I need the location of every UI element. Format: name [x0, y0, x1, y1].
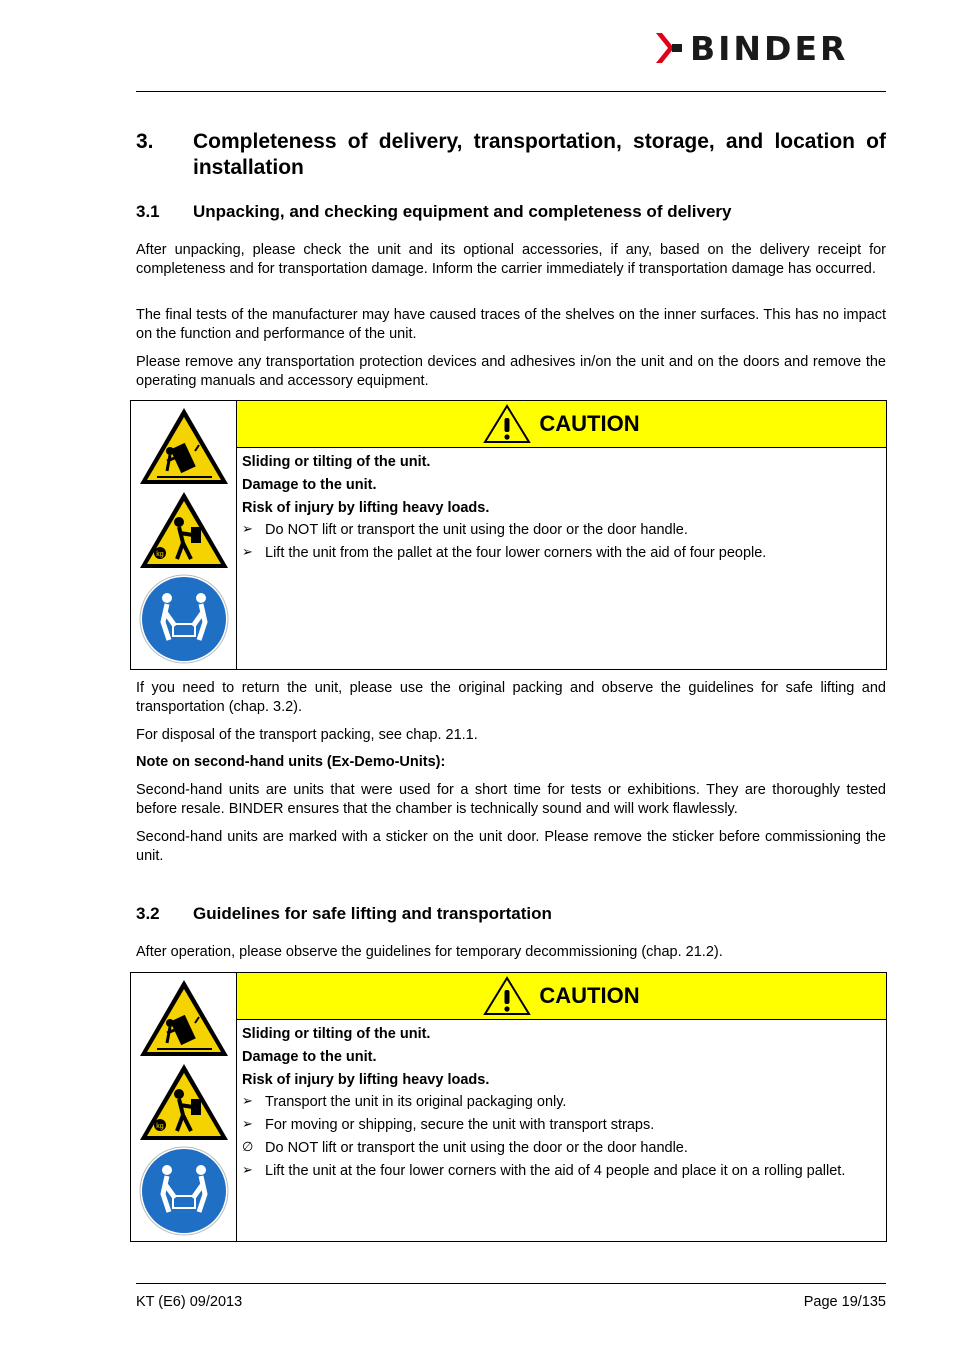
section-number: 3.2	[136, 904, 160, 923]
bullet: ➢	[242, 545, 253, 560]
list-item-text: Lift the unit from the pallet at the four lower corners with the aid of four people.	[265, 545, 767, 561]
heavy-load-icon	[137, 1061, 231, 1143]
caution-line: Sliding or tilting of the unit.	[242, 454, 431, 470]
caution-body	[242, 452, 880, 567]
caution-line: Risk of injury by lifting heavy loads.	[242, 500, 490, 516]
list-item	[242, 1116, 880, 1134]
section-title: Completeness of delivery, transportation, storage, and location of installation	[193, 130, 886, 179]
list-item-text: Transport the unit in its original packaging only.	[265, 1094, 567, 1110]
bullet: ➢	[242, 1163, 253, 1178]
tilting-hazard-icon	[137, 405, 231, 487]
header-rule	[136, 91, 886, 92]
caution-line: Sliding or tilting of the unit.	[242, 1026, 431, 1042]
paragraph: After unpacking, please check the unit and its optional accessories, if any, based on the delivery receipt for completeness and for transportation damage. Inform the carrier immediately if transportation damage has occurred.	[136, 242, 886, 277]
prohibition-bullet: ∅	[242, 1140, 254, 1155]
caution-line: Damage to the unit.	[242, 1049, 377, 1065]
paragraph: For disposal of the transport packing, see chap. 21.1.	[136, 727, 478, 743]
note-heading: Note on second-hand units (Ex-Demo-Units):	[136, 754, 446, 770]
logo-text: BINDER	[690, 28, 849, 68]
caution-header	[237, 401, 886, 448]
caution-body	[242, 1024, 880, 1185]
section-3-1-heading	[136, 202, 731, 222]
list-item-text: For moving or shipping, secure the unit with transport straps.	[265, 1117, 655, 1133]
list-item	[242, 1093, 880, 1111]
safety-icons-column	[131, 973, 237, 1241]
list-item-text: Do NOT lift or transport the unit using the door or the door handle.	[265, 1140, 688, 1156]
bullet: ➢	[242, 522, 253, 537]
warning-triangle-icon	[483, 404, 531, 444]
caution-title: CAUTION	[539, 411, 640, 436]
warning-triangle-icon	[483, 976, 531, 1016]
caution-box	[130, 400, 887, 670]
heavy-load-icon	[137, 489, 231, 571]
list-item	[242, 521, 880, 539]
section-title: Unpacking, and checking equipment and completeness of delivery	[193, 202, 732, 221]
two-person-lift-icon	[139, 574, 229, 664]
paragraph: If you need to return the unit, please use the original packing and observe the guidelines for safe lifting and transportation (chap. 3.2).	[136, 680, 886, 715]
paragraph: The final tests of the manufacturer may have caused traces of the shelves on the inner surfaces. This has no impact on the function and performance of the unit.	[136, 307, 886, 342]
section-number: 3.	[136, 130, 154, 153]
caution-line: Damage to the unit.	[242, 477, 377, 493]
section-3-2-heading	[136, 904, 552, 924]
paragraph: Please remove any transportation protection devices and adhesives in/on the unit and on the doors and remove the operating manuals and accessory equipment.	[136, 354, 886, 389]
list-item	[242, 544, 880, 562]
safety-icons-column	[131, 401, 237, 669]
svg-text:kg: kg	[156, 1123, 164, 1130]
binder-logo	[654, 30, 848, 66]
page-number: Page 19/135	[803, 1294, 886, 1310]
caution-title: CAUTION	[539, 983, 640, 1008]
tilting-hazard-icon	[137, 977, 231, 1059]
binder-logo-mark-icon	[654, 31, 684, 65]
footer-rule	[136, 1283, 886, 1284]
paragraph: Second-hand units are units that were used for a short time for tests or exhibitions. They are thoroughly tested before resale. BINDER ensures that the chamber is technically sound and will work flawlessly.	[136, 782, 886, 817]
section-3-heading	[136, 129, 886, 181]
svg-text:kg: kg	[156, 551, 164, 558]
caution-header	[237, 973, 886, 1020]
list-item	[242, 1162, 880, 1180]
bullet: ➢	[242, 1117, 253, 1132]
list-item	[242, 1139, 880, 1157]
bullet: ➢	[242, 1094, 253, 1109]
two-person-lift-icon	[139, 1146, 229, 1236]
paragraph: Second-hand units are marked with a sticker on the unit door. Please remove the sticker before commissioning the unit.	[136, 829, 886, 864]
document-code: KT (E6) 09/2013	[136, 1294, 243, 1310]
section-title: Guidelines for safe lifting and transportation	[193, 904, 552, 923]
list-item-text: Do NOT lift or transport the unit using the door or the door handle.	[265, 522, 688, 538]
section-number: 3.1	[136, 202, 160, 221]
caution-line: Risk of injury by lifting heavy loads.	[242, 1072, 490, 1088]
paragraph: After operation, please observe the guidelines for temporary decommissioning (chap. 21.2).	[136, 944, 723, 960]
caution-box	[130, 972, 887, 1242]
list-item-text: Lift the unit at the four lower corners with the aid of 4 people and place it on a rolling pallet.	[265, 1163, 846, 1179]
